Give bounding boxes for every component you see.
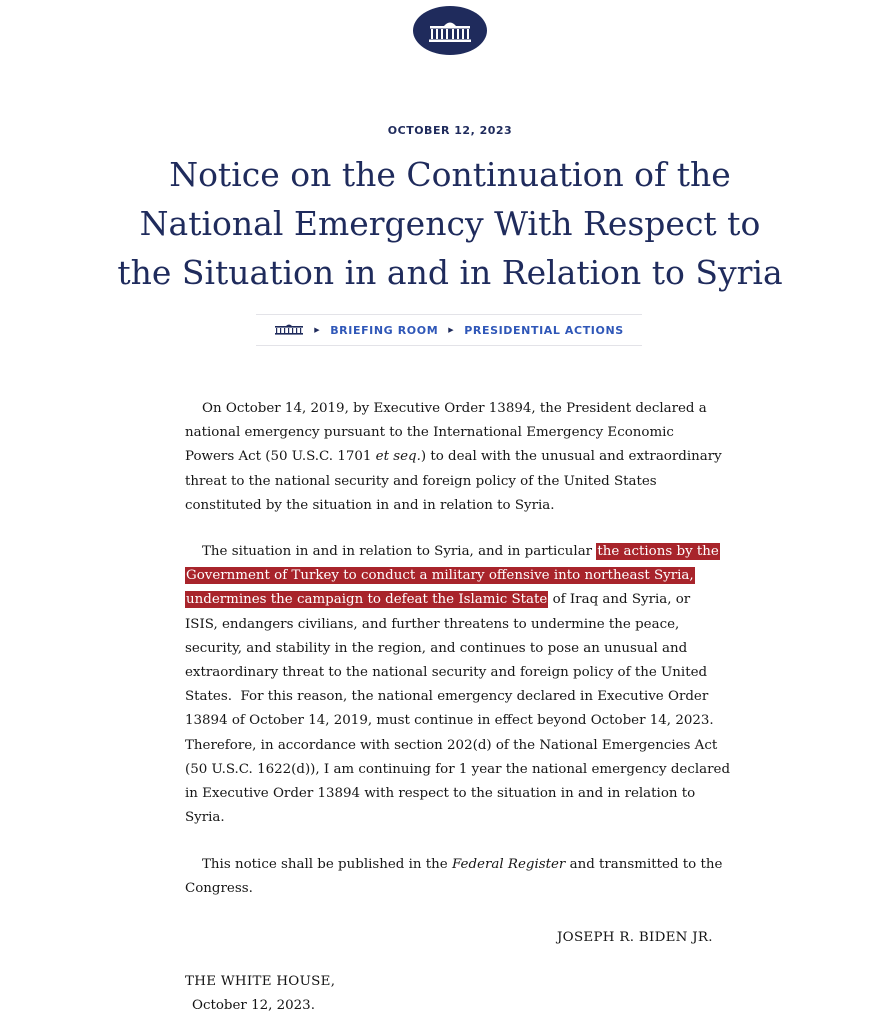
breadcrumb-briefing-room[interactable]: BRIEFING ROOM xyxy=(330,323,439,337)
text-run: The situation in and in relation to Syria, and in particular xyxy=(202,544,597,559)
text-line xyxy=(185,853,745,877)
text-run: ) to deal with the unusual and extraordinary xyxy=(420,449,722,465)
text-line: 13894 of October 14, 2019, must continue in effect beyond October 14, 2023. xyxy=(185,713,714,729)
text-line: (50 U.S.C. 1622(d)), I am continuing for 1 year the national emergency declared xyxy=(185,761,731,777)
text-line: States. For this reason, the national emergency declared in Executive Order xyxy=(185,689,709,705)
text-line: Congress. xyxy=(185,881,253,897)
text-line: in Executive Order 13894 with respect to the situation in and in relation to xyxy=(185,786,696,802)
text-line xyxy=(185,445,745,469)
signature: JOSEPH R. BIDEN JR. xyxy=(557,930,713,945)
white-house-seal-icon[interactable] xyxy=(413,6,487,55)
emphasis-et-seq: et seq. xyxy=(375,449,421,465)
text-line xyxy=(185,540,745,564)
page-title xyxy=(0,150,877,297)
text-line: national emergency pursuant to the International Emergency Economic xyxy=(185,425,674,441)
paragraph-3 xyxy=(185,853,745,901)
publish-date: OCTOBER 12, 2023 xyxy=(387,124,513,137)
text-run: of Iraq and Syria, or xyxy=(548,592,691,608)
text-line: constituted by the situation in and in relation to Syria. xyxy=(185,497,555,513)
title-line: Notice on the Continuation of the xyxy=(169,155,731,194)
text-run: and transmitted to the xyxy=(565,857,723,872)
highlighted-text: Government of Turkey to conduct a military offensive into northeast Syria, xyxy=(186,568,694,584)
white-house-icon[interactable] xyxy=(274,323,304,338)
signing-date: October 12, 2023. xyxy=(192,998,315,1013)
title-line: National Emergency With Respect to xyxy=(139,204,761,243)
text-line: extraordinary threat to the national security and foreign policy of the United xyxy=(185,665,708,681)
text-line: threat to the national security and foreign policy of the United States xyxy=(185,473,657,489)
white-house-building-icon xyxy=(427,17,473,45)
text-line: On October 14, 2019, by Executive Order 13894, the President declared a xyxy=(202,401,707,416)
signing-place: THE WHITE HOUSE, xyxy=(185,974,336,989)
text-line xyxy=(185,564,745,588)
text-line: security, and stability in the region, and continues to pose an unusual and xyxy=(185,640,688,656)
paragraph-1 xyxy=(185,397,745,518)
paragraph-2 xyxy=(185,540,745,830)
text-run: Powers Act (50 U.S.C. 1701 xyxy=(185,449,376,465)
emphasis-federal-register: Federal Register xyxy=(451,857,566,872)
chevron-right-icon: ▶ xyxy=(314,326,321,334)
title-line: the Situation in and in Relation to Syria xyxy=(117,253,783,292)
text-run: This notice shall be published in the xyxy=(202,857,452,872)
chevron-right-icon: ▶ xyxy=(448,326,455,334)
highlighted-text: the actions by the xyxy=(597,544,719,559)
text-line xyxy=(185,588,745,612)
highlighted-text: undermines the campaign to defeat the Islamic State xyxy=(186,592,548,608)
text-line: ISIS, endangers civilians, and further threatens to undermine the peace, xyxy=(185,616,680,632)
breadcrumb-presidential-actions[interactable]: PRESIDENTIAL ACTIONS xyxy=(464,323,624,337)
breadcrumb xyxy=(256,314,642,346)
text-line: Therefore, in accordance with section 202(d) of the National Emergencies Act xyxy=(185,737,718,753)
text-line: Syria. xyxy=(185,810,225,826)
